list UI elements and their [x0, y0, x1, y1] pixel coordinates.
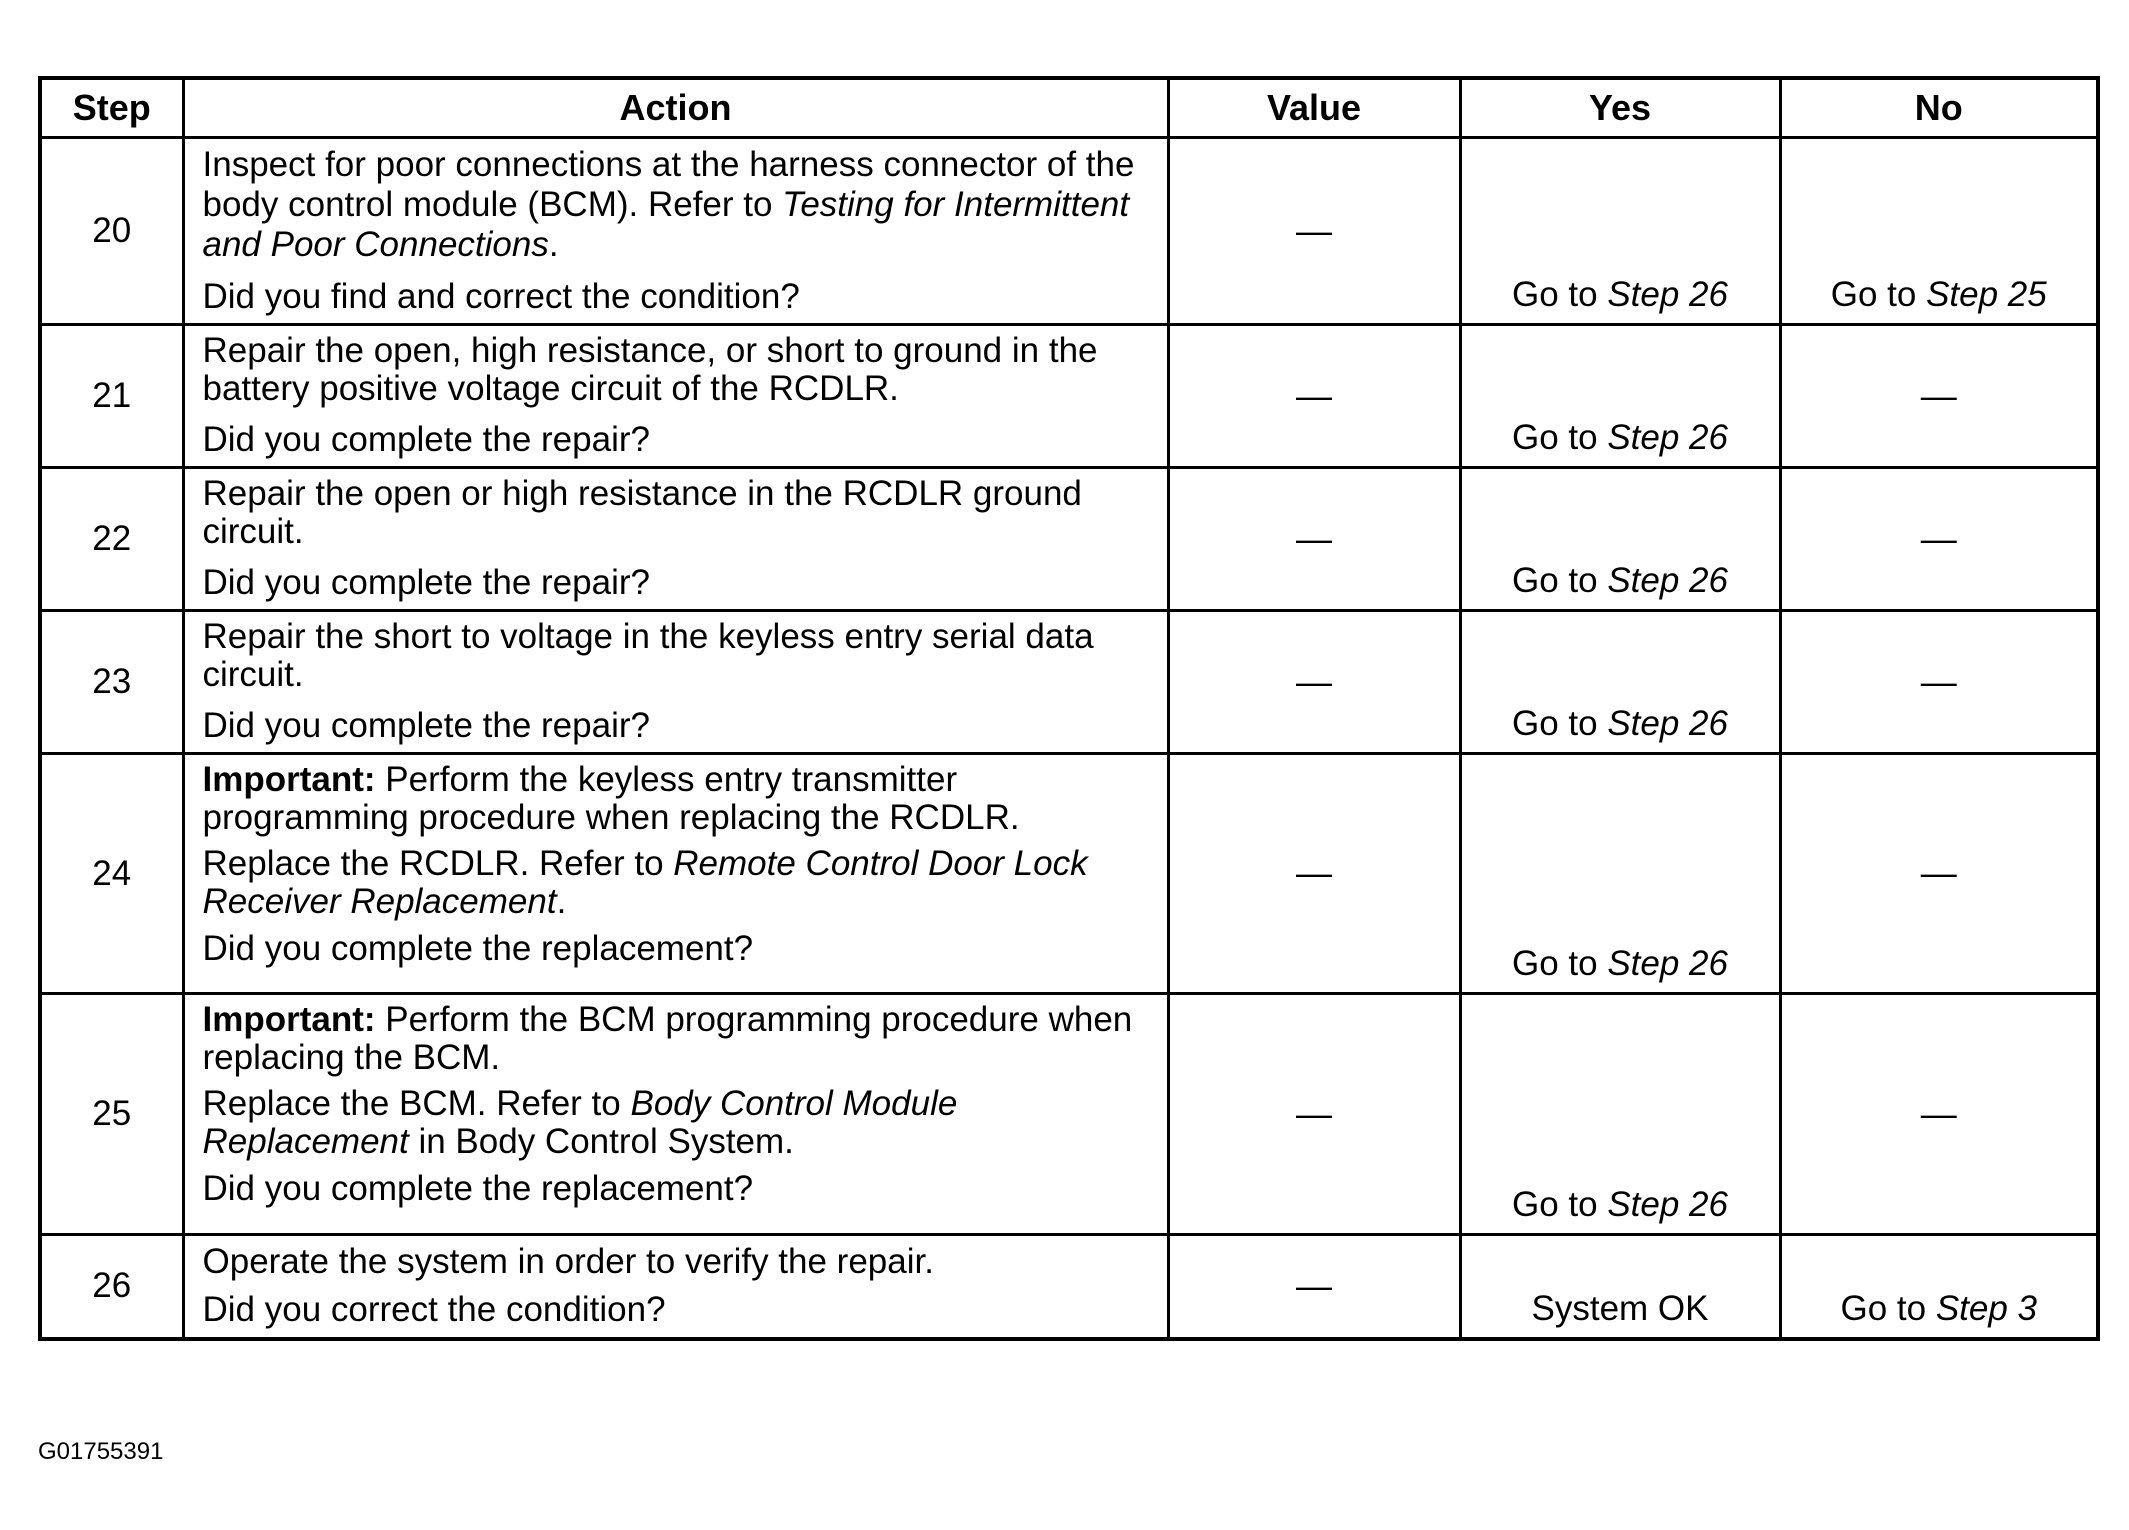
- action-end: in Body Control System.: [408, 1122, 794, 1161]
- value-cell: [1168, 754, 1460, 994]
- action-cell: [183, 611, 1168, 754]
- dash: —: [1920, 517, 1957, 559]
- no-cell: [1780, 138, 2098, 325]
- step-number: 23: [40, 611, 183, 754]
- action-instruction: Replace the RCDLR. Refer to: [202, 844, 674, 883]
- no-step-ref: Step 3: [1935, 1288, 2038, 1328]
- no-step-ref: Step 25: [1926, 275, 2047, 314]
- yes-step-ref: Step 26: [1607, 704, 1728, 743]
- no-cell: [1780, 468, 2098, 611]
- action-instruction: Inspect for poor connections at the harness connector of the body control module (BCM). Refer to: [202, 145, 1135, 224]
- action-text: Repair the short to voltage in the keyless entry serial data circuit.: [202, 617, 1094, 694]
- action-cell: [183, 1235, 1168, 1339]
- yes-cell: [1460, 611, 1780, 754]
- value-cell: [1168, 611, 1460, 754]
- table-row: [40, 325, 2098, 468]
- action-text: Repair the open, high resistance, or short to ground in the battery positive voltage circuit of the RCDLR.: [202, 331, 1098, 408]
- action-end: .: [556, 882, 567, 921]
- reference-link: Body Control Module Replacement: [202, 1084, 958, 1161]
- value-cell: [1168, 325, 1460, 468]
- action-text: [203, 845, 1151, 921]
- figure-id: G01755391: [38, 1438, 164, 1465]
- step-number: 22: [40, 468, 183, 611]
- action-question: Did you find and correct the condition?: [202, 277, 800, 316]
- header-value: Value: [1168, 78, 1460, 138]
- value-cell: [1168, 1235, 1460, 1339]
- yes-step-ref: Step 26: [1607, 561, 1728, 600]
- action-question: Did you correct the condition?: [202, 1290, 666, 1329]
- header-row: [40, 78, 2098, 138]
- no-cell: [1780, 754, 2098, 994]
- no-cell: [1780, 611, 2098, 754]
- action-text: Operate the system in order to verify the repair.: [202, 1242, 934, 1281]
- table-row: [40, 468, 2098, 611]
- dash: —: [1296, 517, 1332, 559]
- action-end: .: [548, 225, 559, 264]
- no-cell: [1780, 994, 2098, 1235]
- action-question: Did you complete the repair?: [202, 420, 650, 459]
- header-yes: Yes: [1460, 78, 1780, 138]
- dash: —: [1296, 209, 1332, 251]
- yes-cell: [1460, 754, 1780, 994]
- goto-label: Go to: [1512, 275, 1608, 314]
- no-cell: [1780, 325, 2098, 468]
- step-number: 25: [40, 994, 183, 1235]
- yes-cell: [1460, 138, 1780, 325]
- goto-label: Go to: [1512, 1185, 1608, 1224]
- table-row: [40, 754, 2098, 994]
- dash: —: [1296, 1092, 1332, 1134]
- table-row: [40, 994, 2098, 1235]
- yes-cell: [1460, 325, 1780, 468]
- dash: —: [1296, 374, 1332, 416]
- value-cell: [1168, 994, 1460, 1235]
- yes-cell: [1460, 468, 1780, 611]
- action-text: [203, 145, 1151, 265]
- step-number: 24: [40, 754, 183, 994]
- action-cell: [183, 754, 1168, 994]
- yes-step-ref: Step 26: [1607, 944, 1728, 983]
- important-label: Important:: [202, 1000, 376, 1039]
- important-label: Important:: [202, 760, 376, 799]
- yes-cell: [1460, 1235, 1780, 1339]
- header-no: No: [1780, 78, 2098, 138]
- step-number: 21: [40, 325, 183, 468]
- action-question: Did you complete the repair?: [202, 706, 650, 745]
- action-question: Did you complete the replacement?: [202, 1169, 754, 1208]
- goto-label: Go to: [1512, 944, 1608, 983]
- dash: —: [1920, 1092, 1957, 1134]
- no-cell: [1780, 1235, 2098, 1339]
- action-question: Did you complete the replacement?: [202, 929, 754, 968]
- dash: —: [1296, 852, 1332, 893]
- step-number: 26: [40, 1235, 183, 1339]
- step-number: 20: [40, 138, 183, 325]
- value-cell: [1168, 468, 1460, 611]
- header-action: Action: [183, 78, 1168, 138]
- dash: —: [1920, 660, 1957, 702]
- header-step: Step: [40, 78, 183, 138]
- dash: —: [1920, 852, 1957, 893]
- important-note: [203, 1001, 1151, 1077]
- table-row: [40, 138, 2098, 325]
- important-note: [203, 761, 1151, 837]
- value-cell: [1168, 138, 1460, 325]
- goto-label: Go to: [1512, 418, 1608, 457]
- goto-label: Go to: [1830, 275, 1927, 314]
- important-text: Perform the keyless entry transmitter programming procedure when replacing the RCDLR.: [202, 760, 1020, 837]
- action-text: [203, 1085, 1151, 1161]
- action-cell: [183, 994, 1168, 1235]
- reference-link: Remote Control Door Lock Receiver Replacement: [202, 844, 1088, 921]
- goto-label: Go to: [1512, 704, 1608, 743]
- action-cell: [183, 138, 1168, 325]
- action-cell: [183, 468, 1168, 611]
- table-row: [40, 611, 2098, 754]
- yes-step-ref: Step 26: [1607, 1185, 1728, 1224]
- action-instruction: Replace the BCM. Refer to: [202, 1084, 631, 1123]
- goto-label: Go to: [1512, 561, 1608, 600]
- dash: —: [1920, 374, 1957, 416]
- diagnostic-table: [38, 76, 2100, 1341]
- reference-link: Testing for Intermittent and Poor Connections: [202, 185, 1130, 264]
- action-question: Did you complete the repair?: [202, 563, 650, 602]
- yes-cell: [1460, 994, 1780, 1235]
- action-text: Repair the open or high resistance in the RCDLR ground circuit.: [202, 474, 1082, 551]
- dash: —: [1296, 1264, 1332, 1306]
- yes-result: System OK: [1531, 1288, 1709, 1328]
- important-text: Perform the BCM programming procedure when replacing the BCM.: [202, 1000, 1133, 1077]
- action-cell: [183, 325, 1168, 468]
- yes-step-ref: Step 26: [1607, 275, 1728, 314]
- yes-step-ref: Step 26: [1607, 418, 1728, 457]
- dash: —: [1296, 660, 1332, 702]
- goto-label: Go to: [1840, 1288, 1936, 1328]
- table-row: [40, 1235, 2098, 1339]
